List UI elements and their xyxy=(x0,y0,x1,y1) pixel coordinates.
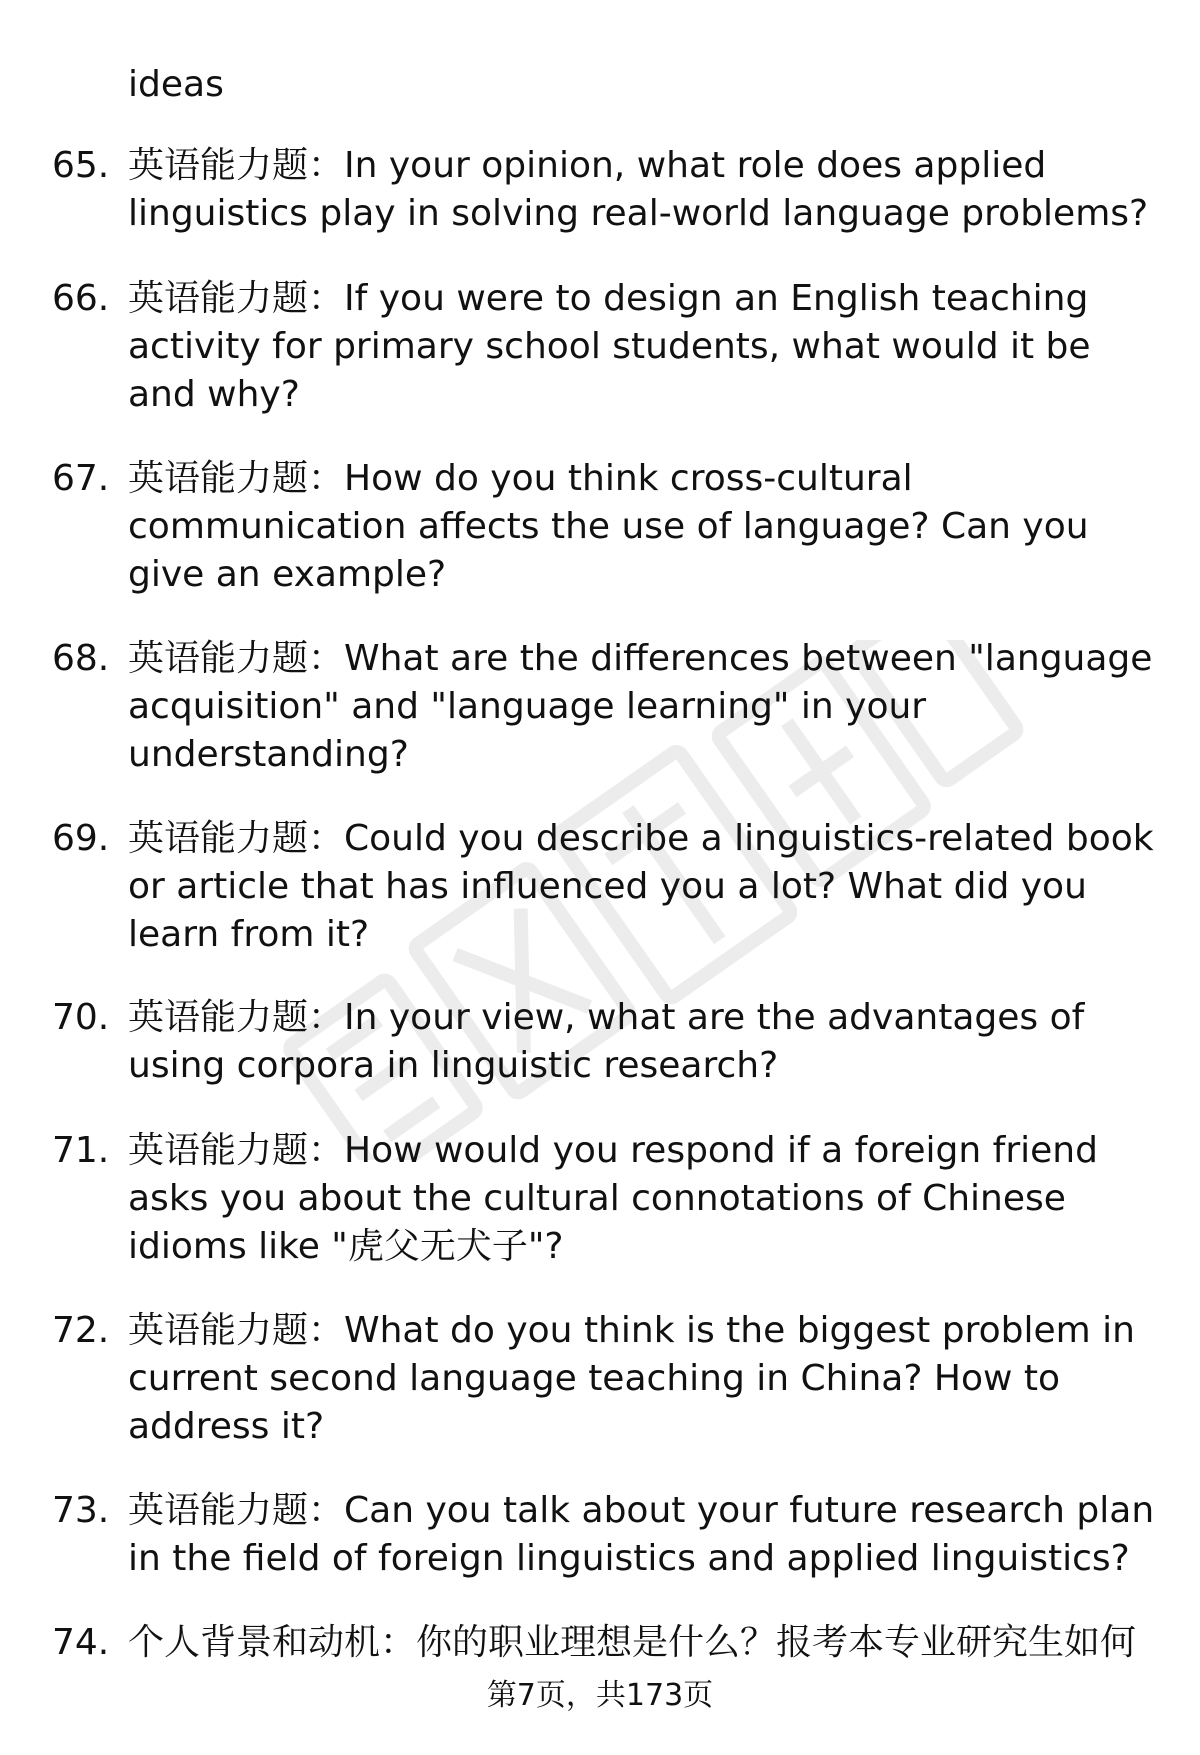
item-number: 65. xyxy=(52,145,110,186)
item-text: 英语能力题：How would you respond if a foreign friend asks you about the cultural connotations of Chinese idioms like "虎父无犬子"? xyxy=(128,1130,1098,1267)
item-number: 72. xyxy=(52,1310,110,1351)
item-text: 英语能力题：Could you describe a linguistics-related book or article that has influenced you a lot? What did you learn from it? xyxy=(128,818,1154,955)
item-number: 67. xyxy=(52,458,110,499)
item-number: 68. xyxy=(52,638,110,679)
item-text: 个人背景和动机：你的职业理想是什么？报考本专业研究生如何 xyxy=(128,1622,1137,1663)
item-text: 英语能力题：Can you talk about your future research plan in the field of foreign linguistics and applied linguistics? xyxy=(128,1490,1155,1579)
item-number: 70. xyxy=(52,997,110,1038)
item-number: 66. xyxy=(52,278,110,319)
item-number: 73. xyxy=(52,1490,110,1531)
item-text: 英语能力题：In your opinion, what role does applied linguistics play in solving real-world language problems? xyxy=(128,145,1149,234)
continuation-text: ideas xyxy=(128,64,224,105)
item-text: 英语能力题：How do you think cross-cultural communication affects the use of language? Can you give an example? xyxy=(128,458,1089,595)
item-text: 英语能力题：What are the differences between "language acquisition" and "language learning" in your understanding? xyxy=(128,638,1153,775)
page-footer: 第7页，共173页 xyxy=(486,1678,714,1713)
item-number: 74. xyxy=(52,1622,110,1663)
item-text: 英语能力题：If you were to design an English teaching activity for primary school students, what would it be and why? xyxy=(128,278,1091,415)
item-number: 71. xyxy=(52,1130,110,1171)
item-number: 69. xyxy=(52,818,110,859)
item-text: 英语能力题：What do you think is the biggest problem in current second language teaching in China? How to address it? xyxy=(128,1310,1135,1447)
item-text: 英语能力题：In your view, what are the advantages of using corpora in linguistic research? xyxy=(128,997,1085,1086)
